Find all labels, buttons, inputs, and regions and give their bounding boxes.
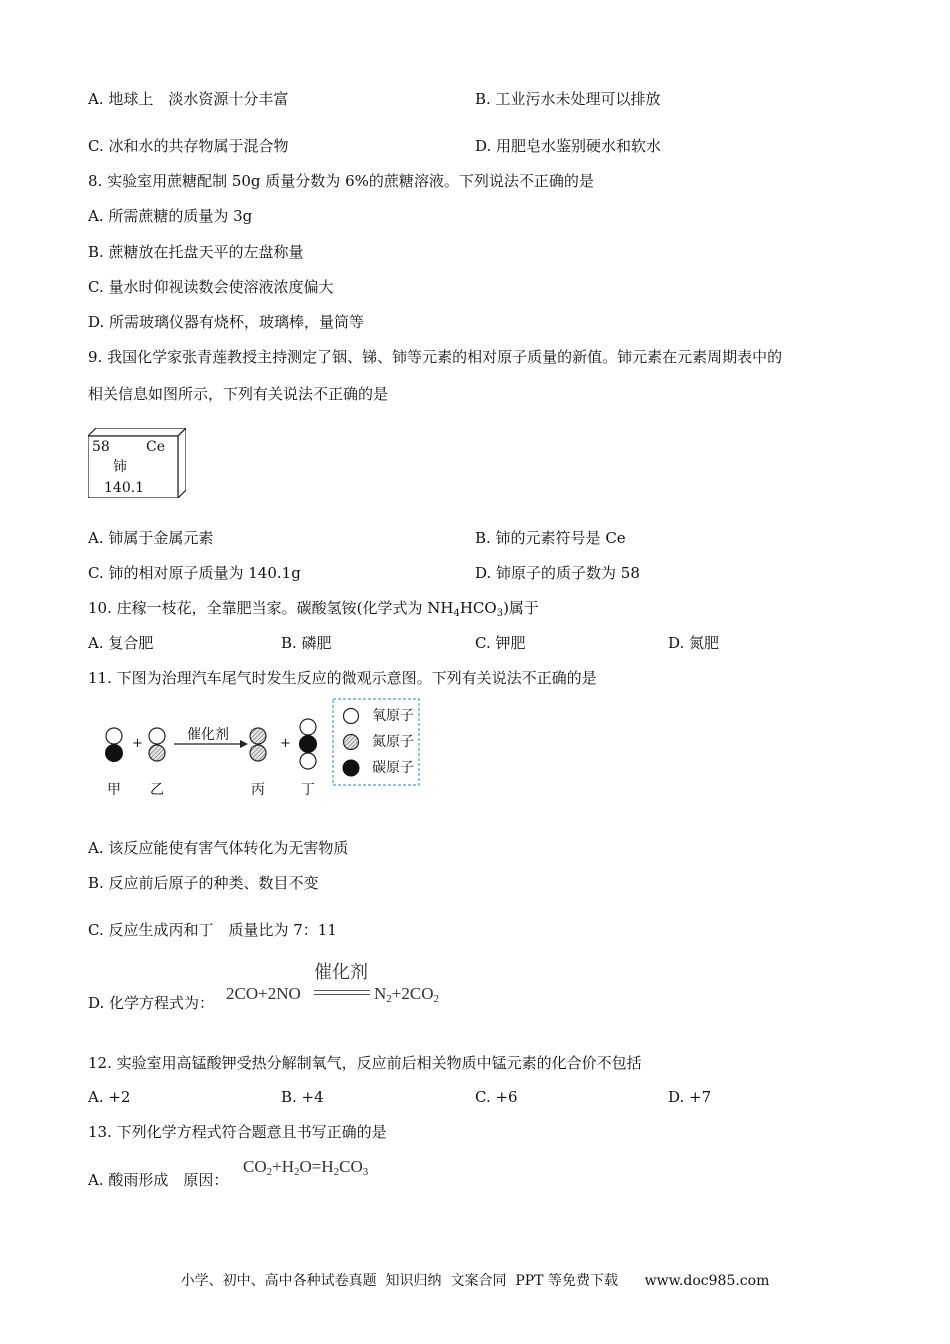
periodic-table-cell	[88, 428, 186, 498]
q10-stem: 10. 庄稼一枝花，全靠肥当家。碳酸氢铵(化学式为 $NH_4HCO_3$)属于	[88, 599, 539, 619]
legend-carbon-swatch	[343, 760, 359, 776]
catalyst-label: 催化剂	[187, 727, 229, 743]
q9-option-c: C. 铈的相对原子质量为 140.1g	[88, 564, 301, 582]
chemical-equation	[224, 962, 464, 1012]
q11-option-d-prefix: D. 化学方程式为：	[88, 994, 215, 1012]
q10-option-d: D. 氮肥	[668, 634, 720, 652]
legend-oxygen-label: 氧原子	[372, 708, 414, 724]
legend-nitrogen-label: 氮原子	[372, 734, 414, 750]
bing-nitrogen-atom-1	[250, 728, 266, 744]
q12-stem: 12. 实验室用高锰酸钾受热分解制氧气，反应前后相关物质中锰元素的化合价不包括	[88, 1054, 642, 1072]
element-symbol: Ce	[146, 439, 165, 455]
q11-option-b: B. 反应前后原子的种类、数目不变	[88, 874, 319, 892]
q8-stem: 8. 实验室用蔗糖配制 50g 质量分数为 6%的蔗糖溶液。下列说法不正确的是	[88, 172, 594, 190]
element-atomic-mass: 140.1	[104, 480, 145, 496]
yi-nitrogen-atom	[149, 745, 165, 761]
plus-sign-left: +	[132, 736, 143, 751]
q13-option-a-equation: $CO_2+H_2O=H_2CO_3$	[243, 1157, 369, 1178]
q11-option-c: C. 反应生成丙和丁 质量比为 7：11	[88, 921, 337, 939]
q9-option-d: D. 铈原子的质子数为 58	[475, 564, 640, 582]
q9-option-a: A. 铈属于金属元素	[88, 529, 214, 547]
q11-option-a: A. 该反应能使有害气体转化为无害物质	[88, 839, 349, 857]
element-atomic-number: 58	[92, 439, 110, 455]
label-bing: 丙	[251, 782, 265, 798]
q10-option-b: B. 磷肥	[281, 634, 332, 652]
page-footer: 小学、初中、高中各种试卷真题 知识归纳 文案合同 PPT 等免费下载 www.doc985.com	[180, 1273, 770, 1289]
label-jia: 甲	[107, 782, 121, 798]
q12-option-a: A. +2	[88, 1088, 131, 1106]
q9-option-b: B. 铈的元素符号是 Ce	[475, 529, 626, 547]
legend-carbon-label: 碳原子	[372, 760, 414, 776]
q7-option-c: C. 冰和水的共存物属于混合物	[88, 137, 289, 155]
legend-nitrogen-swatch	[344, 735, 359, 750]
label-ding: 丁	[301, 782, 315, 798]
equation-left: 2CO+2NO	[226, 984, 301, 1003]
q10-option-c: C. 钾肥	[475, 634, 526, 652]
q11-stem: 11. 下图为治理汽车尾气时发生反应的微观示意图。下列有关说法不正确的是	[88, 669, 597, 687]
label-yi: 乙	[150, 782, 164, 798]
ding-oxygen-atom-2	[300, 753, 316, 769]
q13-option-a-prefix: A. 酸雨形成 原因：	[88, 1171, 229, 1189]
reaction-diagram	[100, 698, 430, 803]
q7-option-a: A. 地球上 淡水资源十分丰富	[88, 90, 289, 108]
q8-option-d: D. 所需玻璃仪器有烧杯，玻璃棒，量筒等	[88, 313, 365, 331]
equation-condition: 催化剂	[314, 962, 368, 982]
plus-sign-right: +	[280, 736, 291, 751]
jia-carbon-atom	[106, 745, 123, 762]
equation-right: $N_2+2CO_2$	[374, 984, 439, 1005]
q10-option-a: A. 复合肥	[88, 634, 154, 652]
q8-option-b: B. 蔗糖放在托盘天平的左盘称量	[88, 243, 304, 261]
q13-stem: 13. 下列化学方程式符合题意且书写正确的是	[88, 1123, 387, 1141]
q9-stem-line1: 9. 我国化学家张青莲教授主持测定了铟、锑、铈等元素的相对原子质量的新值。铈元素在元素周期表中的	[88, 348, 783, 366]
q7-option-b: B. 工业污水未处理可以排放	[475, 90, 661, 108]
q12-option-b: B. +4	[281, 1088, 324, 1106]
element-name: 铈	[113, 459, 127, 475]
q7-option-d: D. 用肥皂水鉴别硬水和软水	[475, 137, 662, 155]
q9-stem-line2: 相关信息如图所示，下列有关说法不正确的是	[88, 385, 389, 403]
q12-option-c: C. +6	[475, 1088, 518, 1106]
jia-oxygen-atom	[106, 728, 122, 744]
legend-oxygen-swatch	[344, 709, 359, 724]
yi-oxygen-atom	[149, 728, 165, 744]
equation-double-line	[314, 990, 370, 995]
q8-option-c: C. 量水时仰视读数会使溶液浓度偏大	[88, 278, 334, 296]
q8-option-a: A. 所需蔗糖的质量为 3g	[88, 207, 253, 225]
bing-nitrogen-atom-2	[250, 745, 266, 761]
ding-oxygen-atom-1	[300, 719, 316, 735]
ding-carbon-atom	[300, 736, 317, 753]
q12-option-d: D. +7	[668, 1088, 712, 1106]
